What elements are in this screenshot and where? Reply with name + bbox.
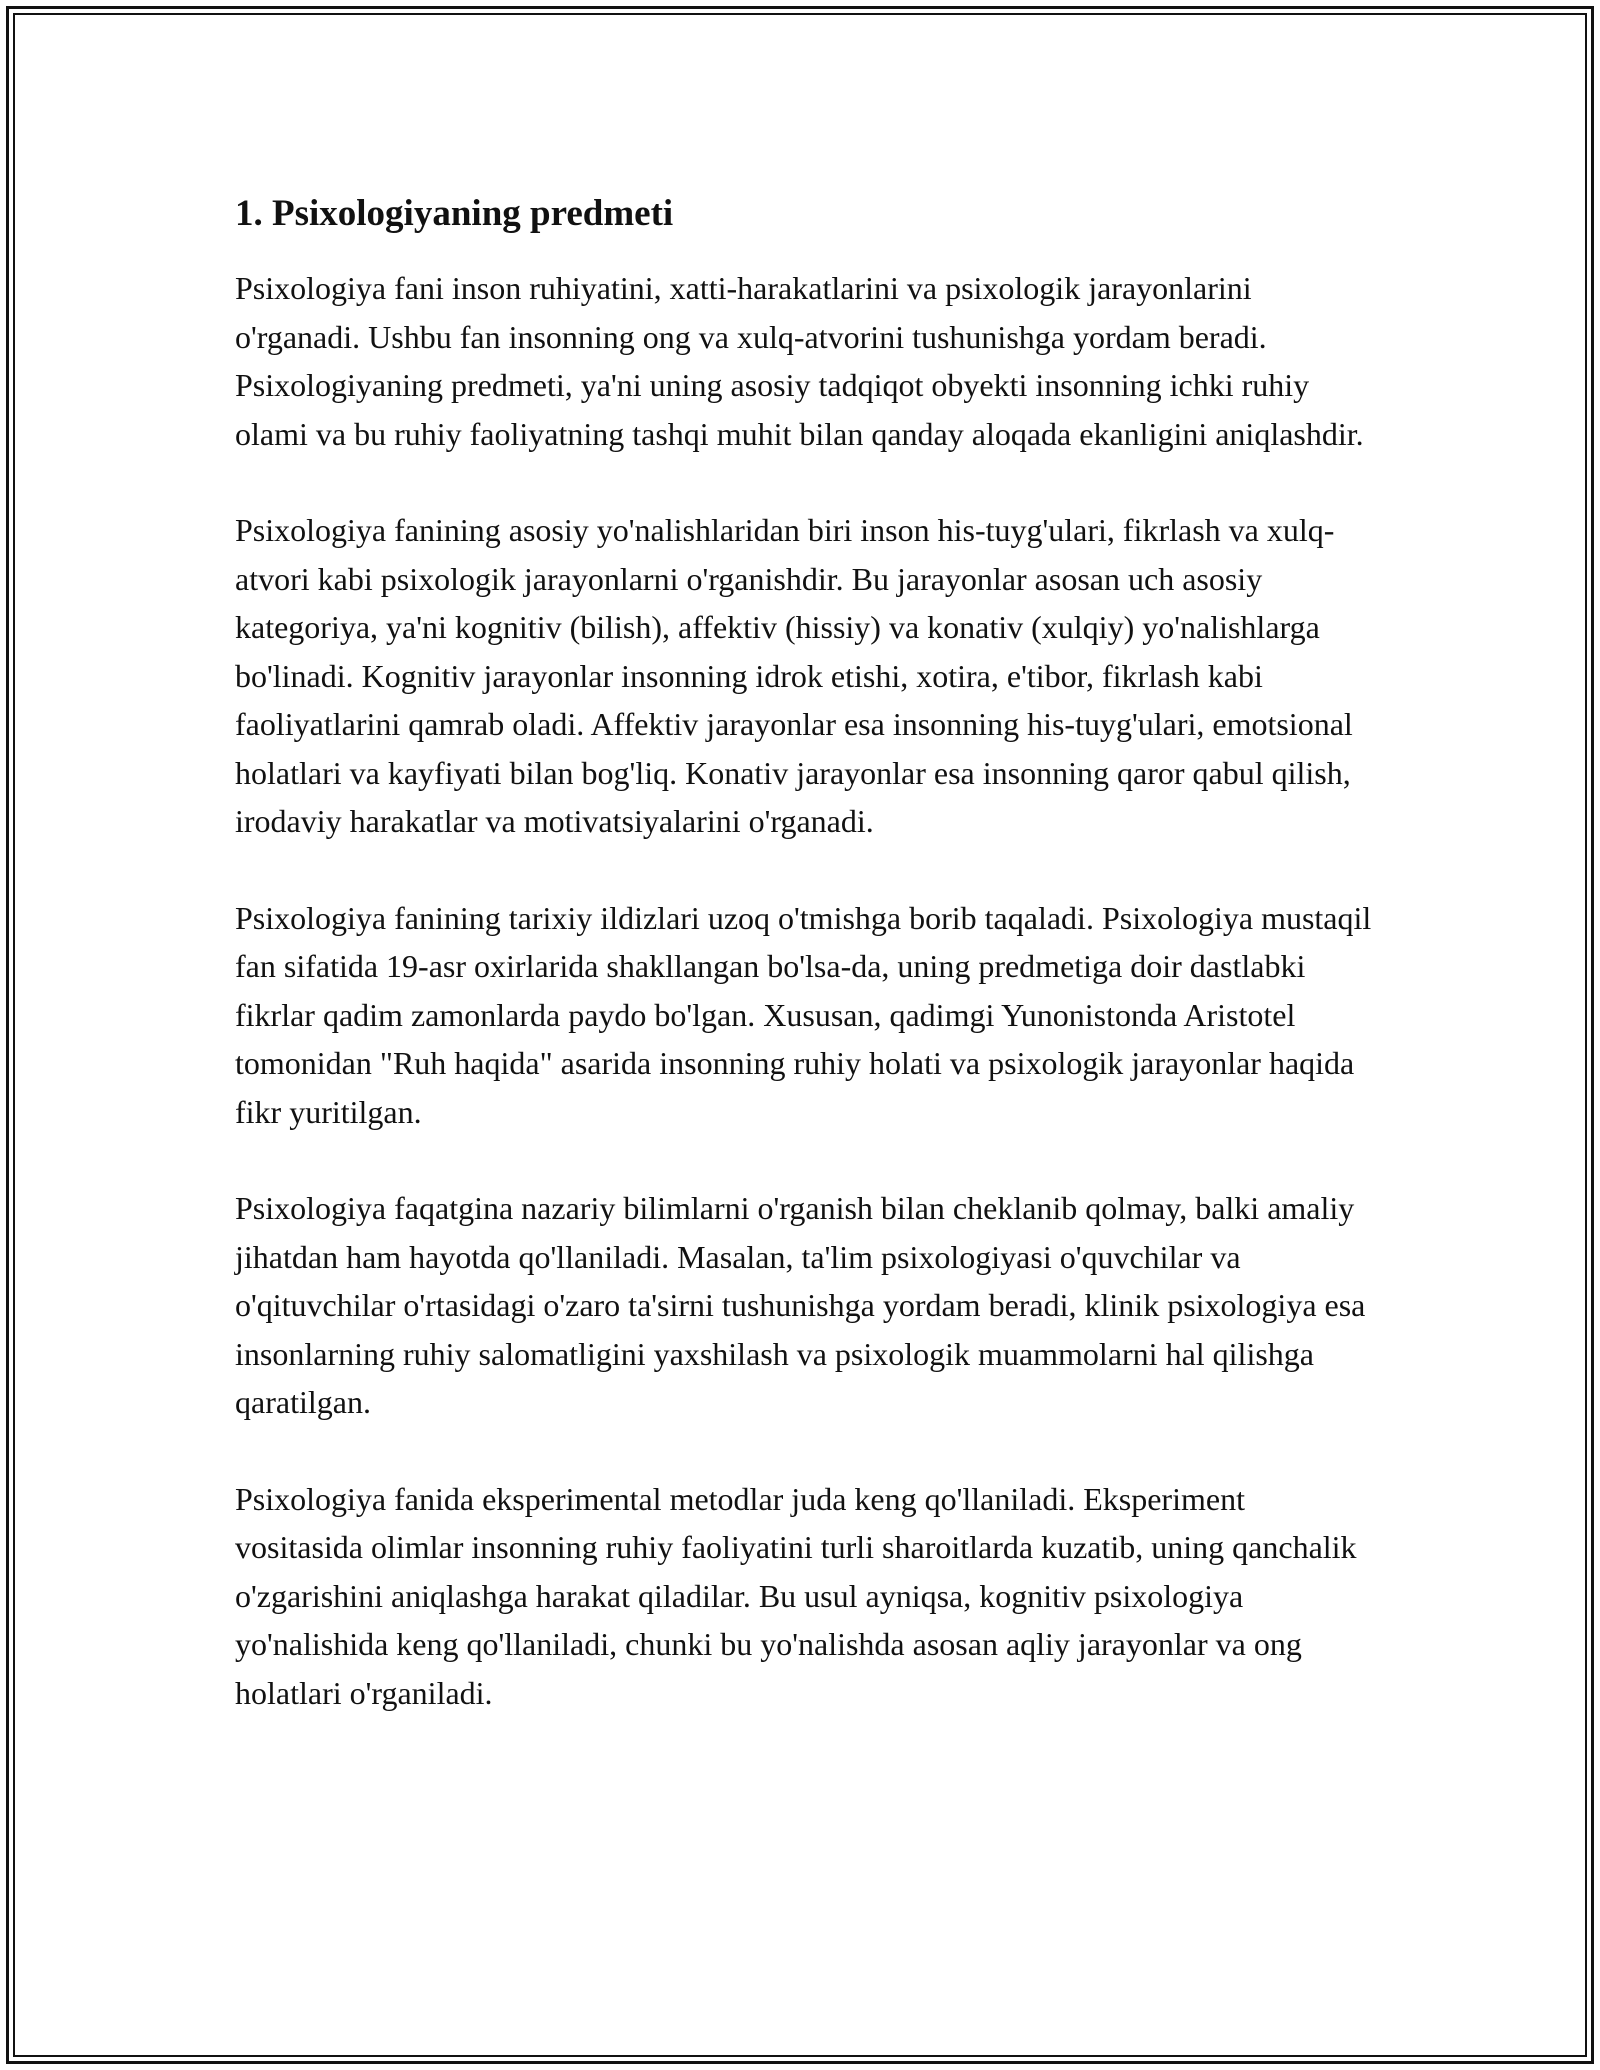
paragraph-subject-definition: Psixologiya fani inson ruhiyatini, xatti-harakatlarini va psixologik jarayonlarini o'rganadi. Ushbu fan insonning ong va xulq-atvorini tushunishga yordam beradi. Psixologiyaning predmeti, ya'ni uning asosiy tadqiqot obyekti insonning ichki ruhiy olami va bu ruhiy faoliyatning tashqi muhit bilan qanday aloqada ekanligini aniqlashdir.: [235, 270, 1364, 452]
paragraph-main-directions: Psixologiya fanining asosiy yo'nalishlaridan biri inson his-tuyg'ulari, fikrlash va xulq-atvori kabi psixologik jarayonlarni o'rganishdir. Bu jarayonlar asosan uch asosiy kategoriya, ya'ni kognitiv (bilish), affektiv (hissiy) va konativ (xulqiy) yo'nalishlarga bo'linadi. Kognitiv jarayonlar insonning idrok etishi, xotira, e'tibor, fikrlash kabi faoliyatlarini qamrab oladi. Affektiv jarayonlar esa insonning his-tuyg'ulari, emotsional holatlari va kayfiyati bilan bog'liq. Konativ jarayonlar esa insonning qaror qabul qilish, irodaviy harakatlar va motivatsiyalarini o'rganadi.: [235, 512, 1353, 839]
paragraph-practical-application: Psixologiya faqatgina nazariy bilimlarni o'rganish bilan cheklanib qolmay, balki amaliy jihatdan ham hayotda qo'llaniladi. Masalan, ta'lim psixologiyasi o'quvchilar va o'qituvchilar o'rtasidagi o'zaro ta'sirni tushunishga yordam beradi, klinik psixologiya esa insonlarning ruhiy salomatligini yaxshilash va psixologik muammolarni hal qilishga qaratilgan.: [235, 1190, 1366, 1420]
section-heading: 1. Psixologiyaning predmeti: [235, 193, 674, 234]
document-body: [235, 190, 1375, 1765]
paragraph-historical-roots: Psixologiya fanining tarixiy ildizlari uzoq o'tmishga borib taqaladi. Psixologiya mustaqil fan sifatida 19-asr oxirlarida shakllangan bo'lsa-da, uning predmetiga doir dastlabki fikrlar qadim zamonlarda paydo bo'lgan. Xususan, qadimgi Yunonistonda Aristotel tomonidan "Ruh haqida" asarida insonning ruhiy holati va psixologik jarayonlar haqida fikr yuritilgan.: [235, 899, 1372, 1130]
paragraph-experimental-methods: Psixologiya fanida eksperimental metodlar juda keng qo'llaniladi. Eksperiment vositasida olimlar insonning ruhiy faoliyatini turli sharoitlarda kuzatib, uning qanchalik o'zgarishini aniqlashga harakat qiladilar. Bu usul ayniqsa, kognitiv psixologiya yo'nalishida keng qo'llaniladi, chunki bu yo'nalishda asosan aqliy jarayonlar va ong holatlari o'rganiladi.: [235, 1480, 1357, 1711]
